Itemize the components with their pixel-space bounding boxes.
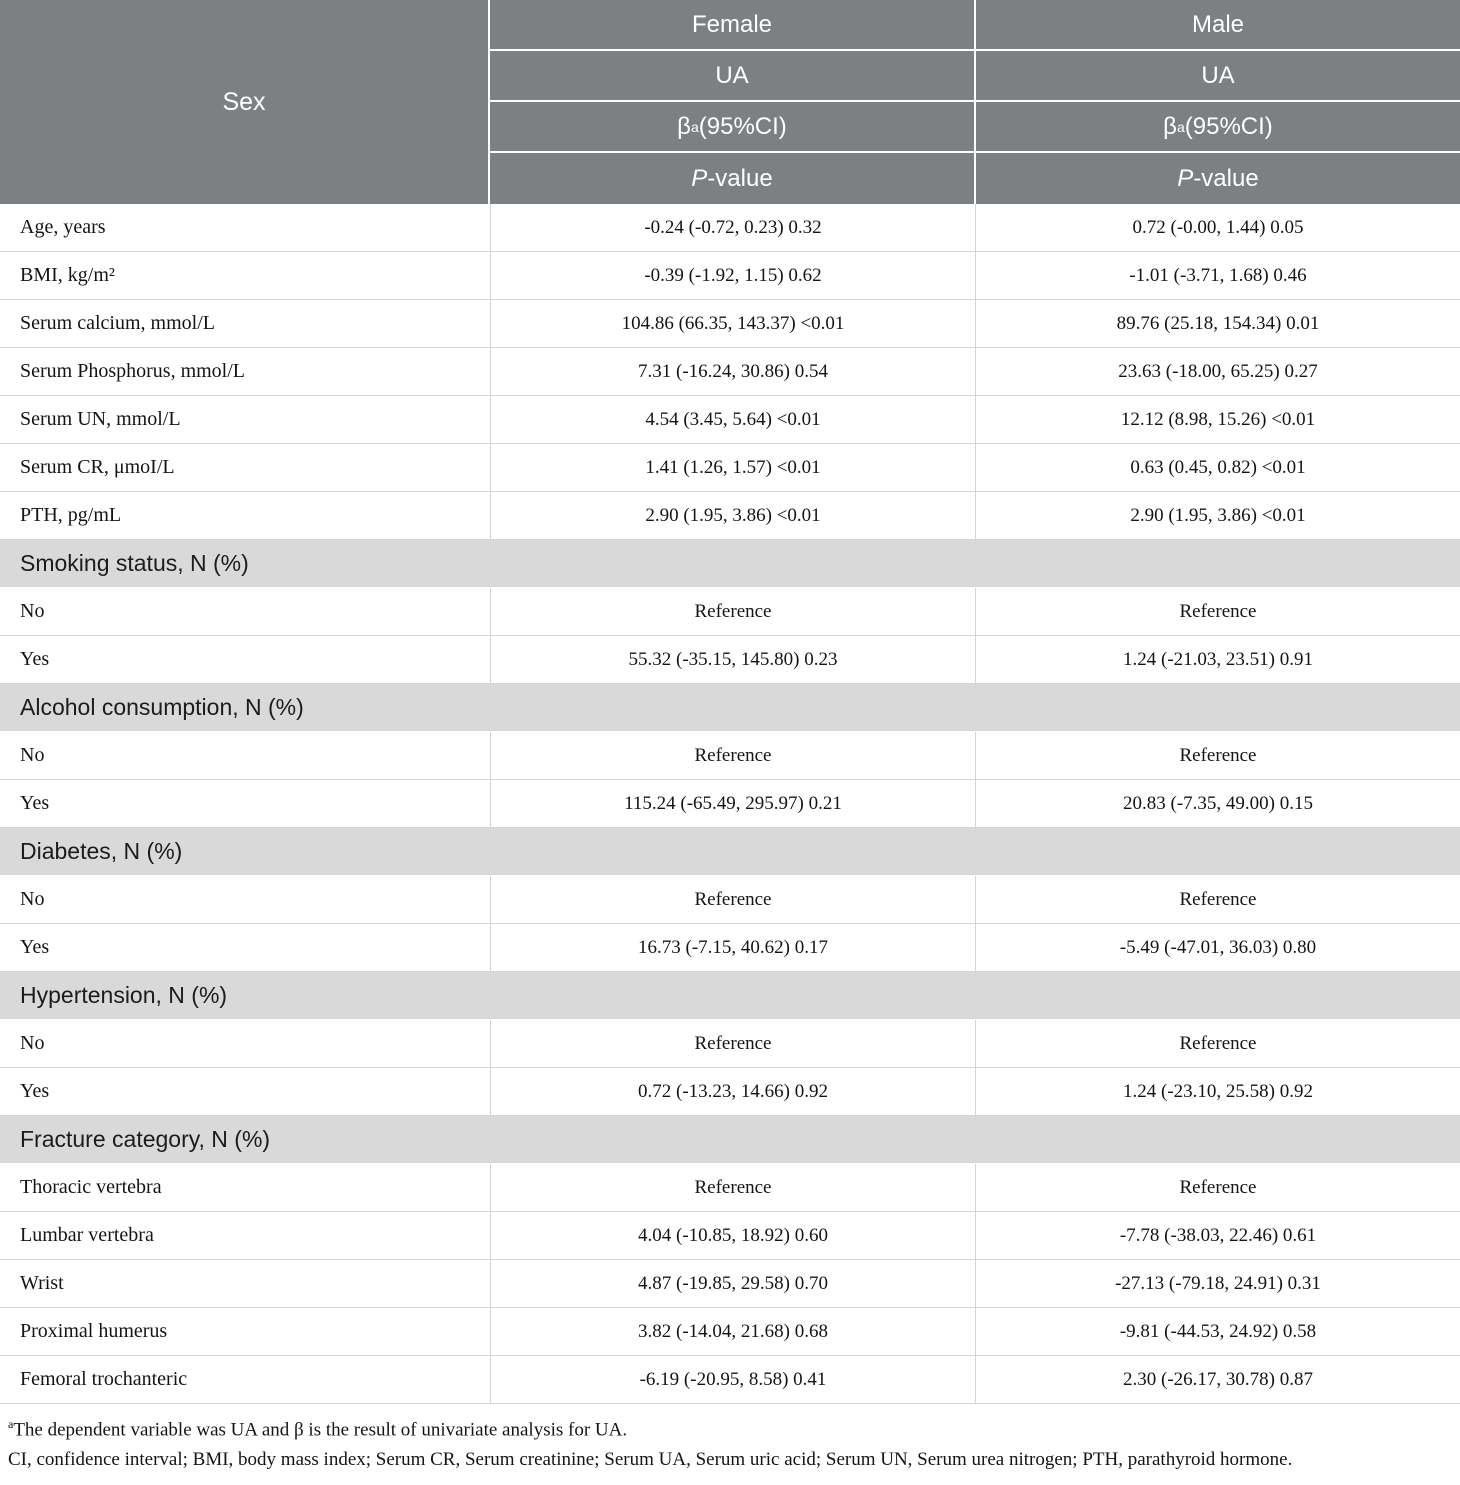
female-value: 4.87 (-19.85, 29.58) 0.70 — [490, 1260, 975, 1307]
row-label: Serum UN, mmol/L — [20, 408, 181, 430]
header-group-male — [974, 0, 1460, 204]
header-female-ua: UA — [490, 51, 974, 102]
section-label: Alcohol consumption, N (%) — [20, 694, 304, 720]
row-label: PTH, pg/mL — [20, 504, 122, 526]
female-value: 0.72 (-13.23, 14.66) 0.92 — [490, 1068, 975, 1115]
row-label: Femoral trochanteric — [20, 1368, 188, 1390]
section-label: Diabetes, N (%) — [20, 838, 183, 864]
row-label: No — [20, 888, 45, 910]
row-label: Serum calcium, mmol/L — [20, 312, 215, 334]
table-row — [0, 1308, 1460, 1356]
female-value: -0.24 (-0.72, 0.23) 0.32 — [490, 204, 975, 251]
table-row — [0, 396, 1460, 444]
male-value: -9.81 (-44.53, 24.92) 0.58 — [975, 1308, 1460, 1355]
table-body — [0, 204, 1460, 1404]
male-value: 20.83 (-7.35, 49.00) 0.15 — [975, 780, 1460, 827]
table-row — [0, 876, 1460, 924]
table-row — [0, 348, 1460, 396]
row-label: Serum Phosphorus, mmol/L — [20, 360, 246, 382]
male-value: 1.24 (-21.03, 23.51) 0.91 — [975, 636, 1460, 683]
table-row — [0, 300, 1460, 348]
row-label: No — [20, 1032, 45, 1054]
row-label: Thoracic vertebra — [20, 1176, 162, 1198]
male-value: -27.13 (-79.18, 24.91) 0.31 — [975, 1260, 1460, 1307]
header-female-pvalue: P -value — [691, 164, 773, 192]
female-value: -6.19 (-20.95, 8.58) 0.41 — [490, 1356, 975, 1403]
section-header-row — [0, 684, 1460, 732]
row-label: Yes — [20, 936, 50, 958]
table-row — [0, 1020, 1460, 1068]
section-header-row — [0, 540, 1460, 588]
header-male-beta-ci: β a (95%CI) — [976, 102, 1460, 153]
table-row — [0, 636, 1460, 684]
section-label: Fracture category, N (%) — [20, 1126, 271, 1152]
female-value: 4.54 (3.45, 5.64) <0.01 — [490, 396, 975, 443]
male-value: Reference — [975, 1164, 1460, 1211]
female-value: Reference — [490, 1164, 975, 1211]
section-header-row — [0, 828, 1460, 876]
row-label: BMI, kg/m² — [20, 264, 115, 286]
table-row — [0, 492, 1460, 540]
row-label: No — [20, 744, 45, 766]
male-value: 1.24 (-23.10, 25.58) 0.92 — [975, 1068, 1460, 1115]
male-value: -1.01 (-3.71, 1.68) 0.46 — [975, 252, 1460, 299]
female-value: Reference — [490, 1020, 975, 1067]
female-value: 104.86 (66.35, 143.37) <0.01 — [490, 300, 975, 347]
table-row — [0, 1068, 1460, 1116]
male-value: 23.63 (-18.00, 65.25) 0.27 — [975, 348, 1460, 395]
table-header — [0, 0, 1460, 204]
footnote-abbreviations: CI, confidence interval; BMI, body mass index; Serum CR, Serum creatinine; Serum UA, Serum uric acid; Serum UN, Serum urea nitrogen; PTH, parathyroid hormone. — [8, 1448, 1293, 1470]
header-group-female — [490, 0, 974, 204]
table-row — [0, 1164, 1460, 1212]
section-label: Hypertension, N (%) — [20, 982, 228, 1008]
male-value: Reference — [975, 588, 1460, 635]
table-row — [0, 924, 1460, 972]
header-female-beta-ci: β a (95%CI) — [490, 102, 974, 153]
male-value: 2.90 (1.95, 3.86) <0.01 — [975, 492, 1460, 539]
table-row — [0, 1260, 1460, 1308]
table-row — [0, 252, 1460, 300]
row-label: Wrist — [20, 1272, 64, 1294]
female-value: Reference — [490, 588, 975, 635]
male-value: 2.30 (-26.17, 30.78) 0.87 — [975, 1356, 1460, 1403]
row-label: No — [20, 600, 45, 622]
female-value: 3.82 (-14.04, 21.68) 0.68 — [490, 1308, 975, 1355]
table-row — [0, 588, 1460, 636]
column-header-sex: Sex — [0, 0, 490, 204]
footnote-dependent-variable: $^a$The dependent variable was UA and β is the result of univariate analysis for UA. — [8, 1417, 628, 1441]
table-row — [0, 732, 1460, 780]
female-value: -0.39 (-1.92, 1.15) 0.62 — [490, 252, 975, 299]
section-header-row — [0, 1116, 1460, 1164]
female-value: 115.24 (-65.49, 295.97) 0.21 — [490, 780, 975, 827]
header-male-pvalue: P -value — [1177, 164, 1259, 192]
header-male-title: Male — [976, 0, 1460, 51]
male-value: 0.72 (-0.00, 1.44) 0.05 — [975, 204, 1460, 251]
male-value: Reference — [975, 876, 1460, 923]
female-value: 55.32 (-35.15, 145.80) 0.23 — [490, 636, 975, 683]
male-value: 0.63 (0.45, 0.82) <0.01 — [975, 444, 1460, 491]
row-label: Age, years — [20, 216, 106, 238]
table-row — [0, 444, 1460, 492]
footnotes — [0, 1404, 1460, 1473]
section-header-row — [0, 972, 1460, 1020]
male-value: 89.76 (25.18, 154.34) 0.01 — [975, 300, 1460, 347]
female-value: 7.31 (-16.24, 30.86) 0.54 — [490, 348, 975, 395]
male-value: -5.49 (-47.01, 36.03) 0.80 — [975, 924, 1460, 971]
row-label: Proximal humerus — [20, 1320, 168, 1342]
header-female-title: Female — [490, 0, 974, 51]
table-row — [0, 1212, 1460, 1260]
female-value: 4.04 (-10.85, 18.92) 0.60 — [490, 1212, 975, 1259]
male-value: 12.12 (8.98, 15.26) <0.01 — [975, 396, 1460, 443]
female-value: 1.41 (1.26, 1.57) <0.01 — [490, 444, 975, 491]
table-row — [0, 204, 1460, 252]
table-row — [0, 780, 1460, 828]
female-value: 16.73 (-7.15, 40.62) 0.17 — [490, 924, 975, 971]
row-label: Lumbar vertebra — [20, 1224, 154, 1246]
row-label: Yes — [20, 648, 50, 670]
male-value: -7.78 (-38.03, 22.46) 0.61 — [975, 1212, 1460, 1259]
row-label: Yes — [20, 1080, 50, 1102]
female-value: Reference — [490, 732, 975, 779]
male-value: Reference — [975, 732, 1460, 779]
section-label: Smoking status, N (%) — [20, 550, 249, 576]
table-row — [0, 1356, 1460, 1404]
female-value: 2.90 (1.95, 3.86) <0.01 — [490, 492, 975, 539]
row-label: Serum CR, μmoI/L — [20, 456, 175, 478]
row-label: Yes — [20, 792, 50, 814]
header-male-ua: UA — [976, 51, 1460, 102]
male-value: Reference — [975, 1020, 1460, 1067]
female-value: Reference — [490, 876, 975, 923]
